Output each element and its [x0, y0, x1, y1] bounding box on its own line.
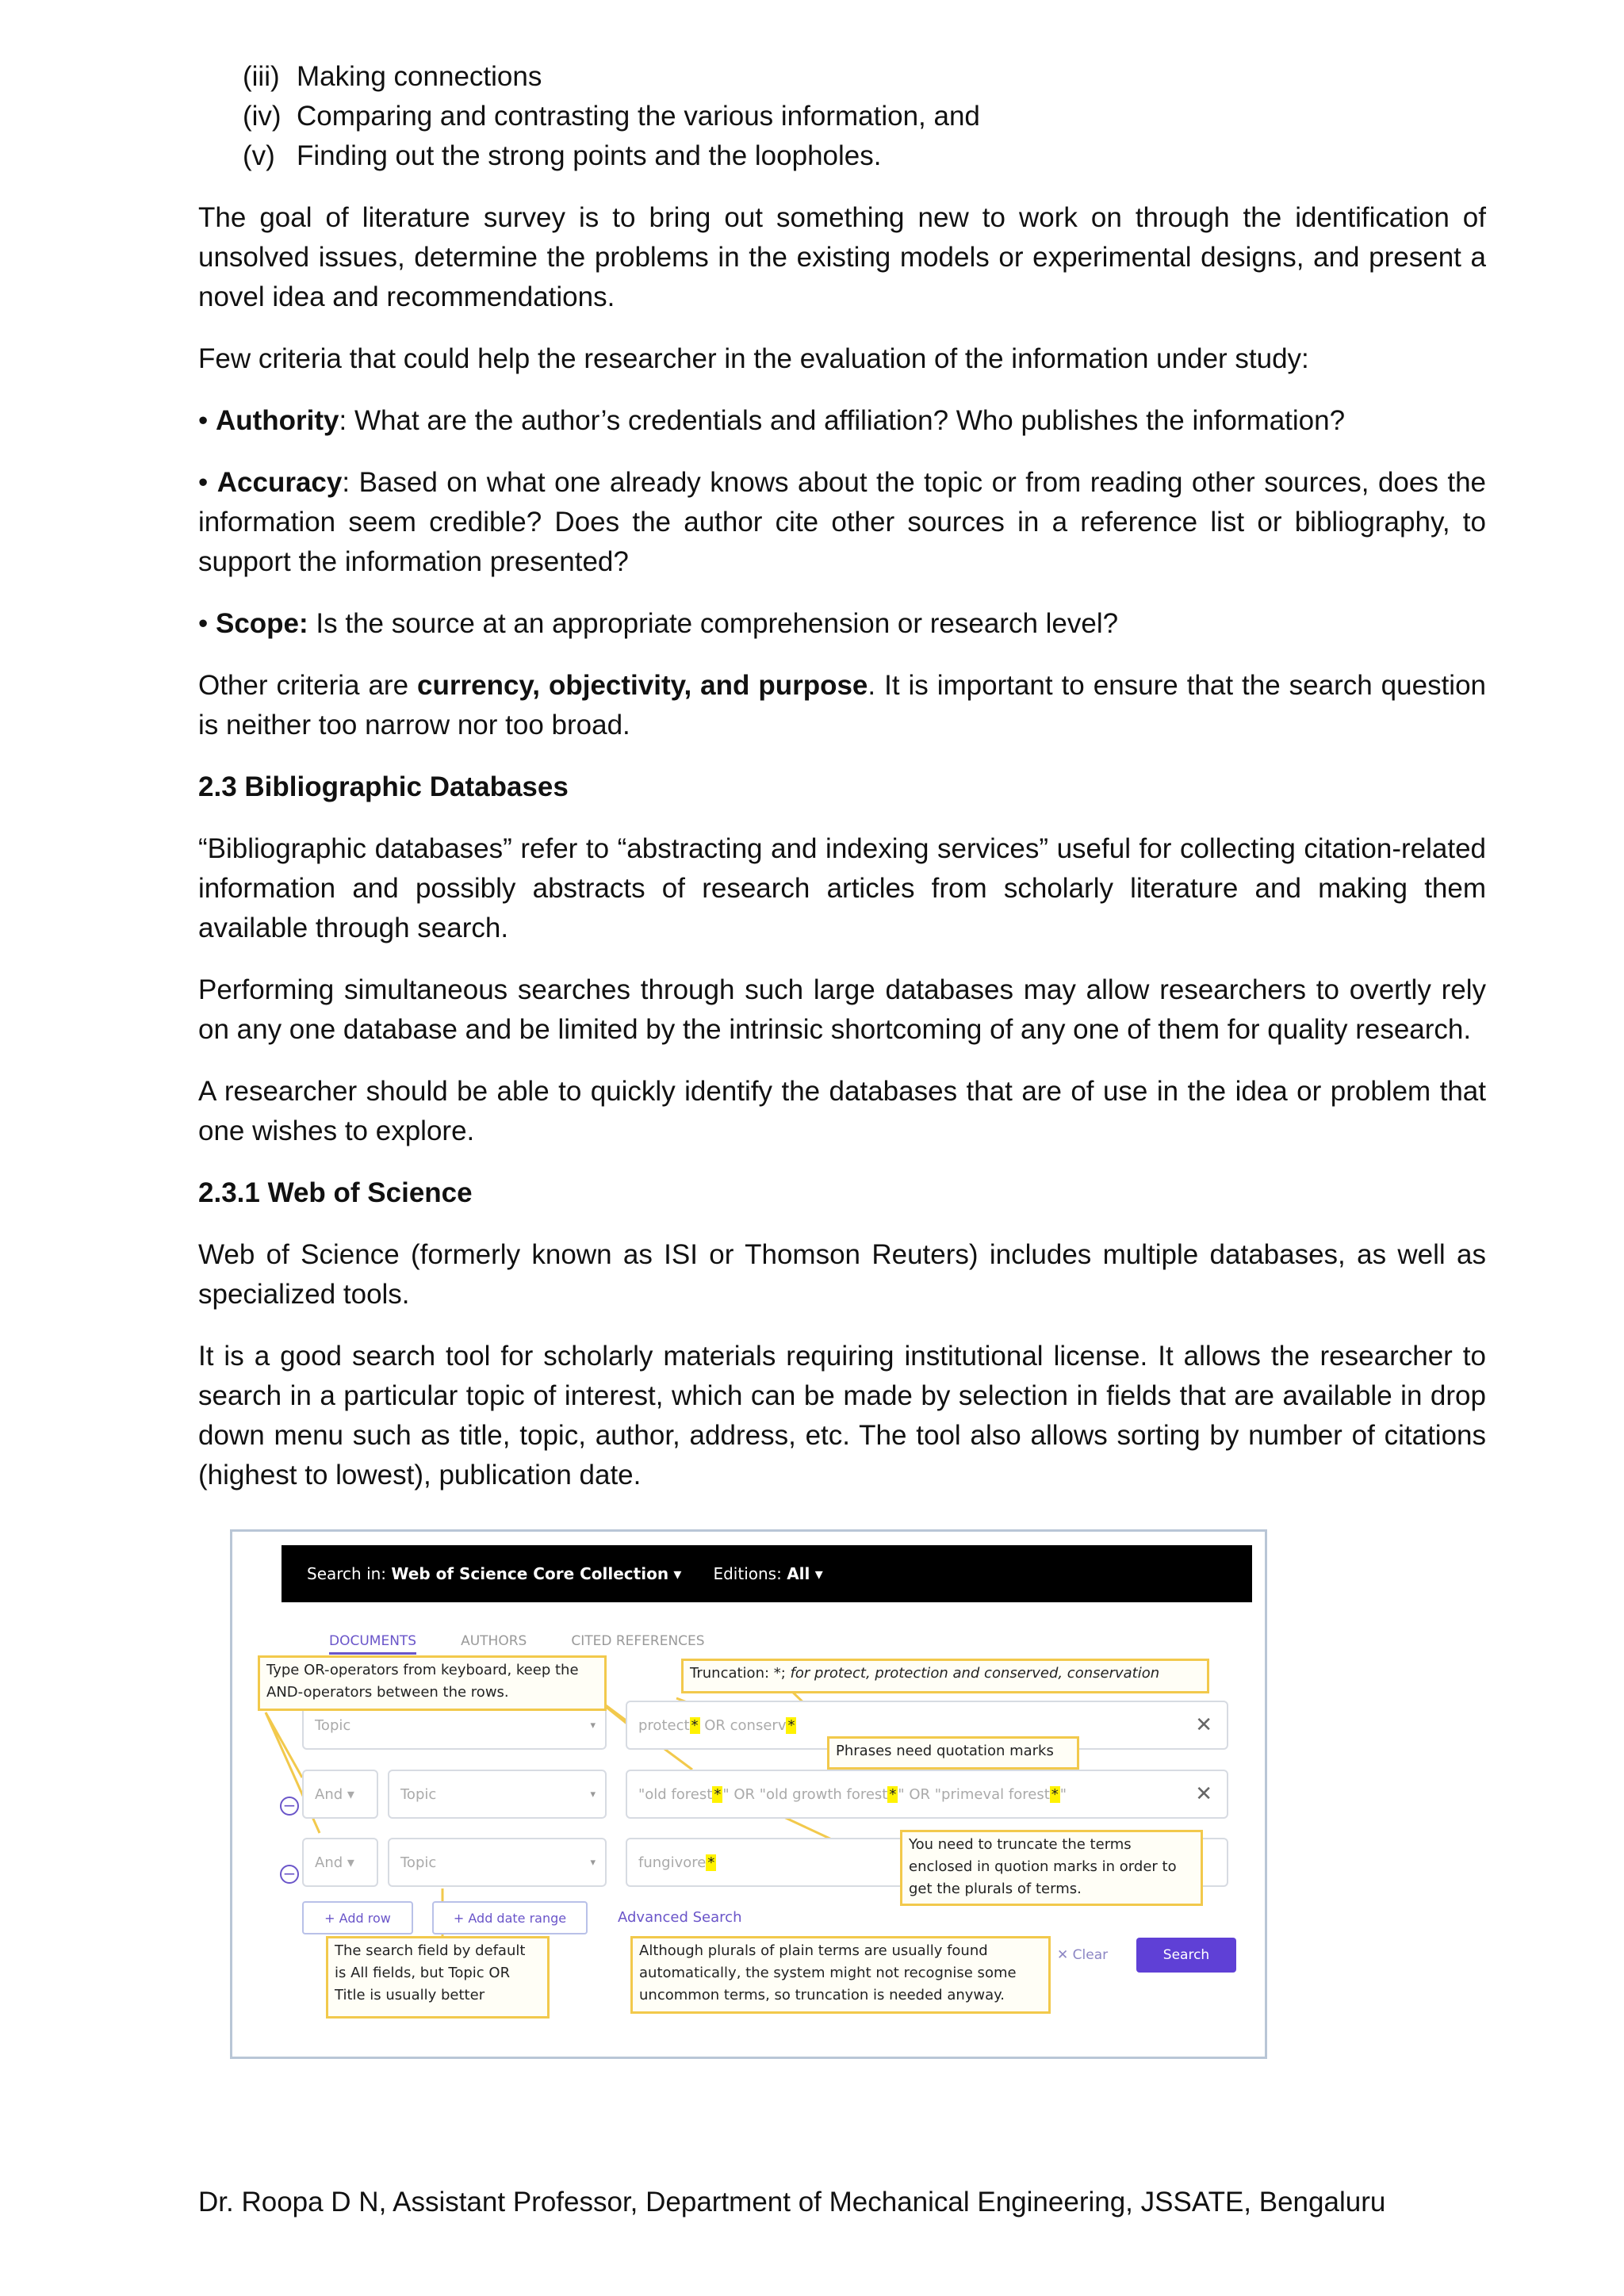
- bullet-label: Authority: [215, 405, 339, 436]
- bullet-symbol: •: [198, 608, 216, 639]
- paragraph-criteria-intro: Few criteria that could help the researcher in the evaluation of the information under study:: [198, 343, 1309, 374]
- paragraph-other-criteria: [198, 666, 1486, 745]
- chevron-down-icon: ▾: [590, 1788, 596, 1800]
- operator-select-row-2[interactable]: And ▾: [302, 1770, 378, 1819]
- callout-truncation: Truncation: *; for protect, protection and conserved, conservation: [681, 1659, 1209, 1693]
- chevron-down-icon: ▾: [590, 1719, 596, 1732]
- search-tabs: [329, 1633, 705, 1655]
- field-select-value: Topic: [400, 1785, 437, 1803]
- field-select-value: Topic: [400, 1854, 437, 1871]
- list-item: [198, 97, 1486, 136]
- list-number: (iv): [243, 101, 282, 132]
- query-text: fungivore *: [638, 1854, 715, 1871]
- bullet-text: : What are the author’s credentials and affiliation? Who publishes the information?: [339, 405, 1346, 436]
- bullet-text: Is the source at an appropriate comprehension or research level?: [308, 608, 1119, 639]
- callout-default-field: The search field by default is All fields, but Topic OR Title is usually better: [326, 1936, 550, 2019]
- list-text: Comparing and contrasting the various information, and: [297, 101, 980, 132]
- list-text: Making connections: [297, 61, 542, 92]
- list-number: (iii): [243, 61, 280, 92]
- field-select-value: Topic: [315, 1716, 351, 1734]
- search-scope-bar: [282, 1545, 1252, 1602]
- paragraph-wos-1: Web of Science (formerly known as ISI or Thomson Reuters) includes multiple databases, as well as specialized tools.: [198, 1239, 1486, 1310]
- callout-plurals: Although plurals of plain terms are usually found automatically, the system might not recognise some uncommon terms, so truncation is needed anyway.: [630, 1936, 1051, 2014]
- field-select-row-2[interactable]: [388, 1770, 607, 1819]
- chevron-down-icon: ▾: [590, 1856, 596, 1869]
- field-select-row-3[interactable]: [388, 1838, 607, 1887]
- query-input-row-2[interactable]: [626, 1770, 1228, 1819]
- paragraph-wos-2: It is a good search tool for scholarly materials requiring institutional license. It allows the researcher to search in a particular topic of interest, which can be made by selection in fields that are available in drop down menu such as title, topic, author, address, etc. The tool also allows sorting by number of citations (highest to lowest), publication date.: [198, 1341, 1486, 1490]
- close-icon[interactable]: ✕: [1195, 1713, 1212, 1737]
- editions[interactable]: Editions: All ▾: [713, 1564, 823, 1583]
- search-in[interactable]: Search in: Web of Science Core Collection ▾: [307, 1564, 682, 1583]
- paragraph-simultaneous: Performing simultaneous searches through such large databases may allow researchers to overtly rely on any one database and be limited by the intrinsic shortcoming of any one of them for quality research.: [198, 974, 1486, 1045]
- add-row-button[interactable]: + Add row: [302, 1901, 413, 1934]
- section-heading: [198, 767, 1486, 807]
- remove-row-icon[interactable]: −: [280, 1865, 299, 1884]
- operator-value: And: [315, 1785, 343, 1803]
- callout-or-operators: Type OR-operators from keyboard, keep the AND-operators between the rows.: [258, 1655, 607, 1711]
- advanced-search-link[interactable]: Advanced Search: [618, 1909, 742, 1926]
- editions-dropdown[interactable]: All: [787, 1564, 810, 1583]
- operator-value: And: [315, 1854, 343, 1871]
- subsection-heading: [198, 1173, 1486, 1213]
- bold-span: currency, objectivity, and purpose: [417, 670, 868, 701]
- wos-search-figure: [230, 1529, 1267, 2059]
- bullet-authority: [198, 401, 1486, 441]
- search-in-label: Search in:: [307, 1564, 392, 1583]
- query-text: "old forest * " OR "old growth forest * " OR "primeval forest * ": [638, 1785, 1067, 1803]
- list-text: Finding out the strong points and the loopholes.: [297, 140, 882, 171]
- operator-select-row-3[interactable]: And ▾: [302, 1838, 378, 1887]
- tab-authors[interactable]: AUTHORS: [461, 1633, 527, 1649]
- tab-cited-references[interactable]: CITED REFERENCES: [571, 1633, 705, 1649]
- collection-dropdown[interactable]: Web of Science Core Collection: [391, 1564, 669, 1583]
- callout-truncate-quotes: You need to truncate the terms enclosed in quotion marks in order to get the plurals of terms.: [900, 1830, 1203, 1906]
- list-number: (v): [243, 140, 275, 171]
- remove-row-icon[interactable]: −: [280, 1797, 299, 1816]
- heading-text: 2.3.1 Web of Science: [198, 1177, 473, 1208]
- page-footer: Dr. Roopa D N, Assistant Professor, Department of Mechanical Engineering, JSSATE, Bengaluru: [198, 2187, 1386, 2218]
- clear-button[interactable]: ✕ Clear: [1057, 1947, 1109, 1963]
- bullet-scope: [198, 604, 1486, 644]
- search-button[interactable]: Search: [1136, 1938, 1236, 1973]
- list-item: [198, 136, 1486, 176]
- document-body: [198, 57, 1486, 1517]
- tab-documents[interactable]: DOCUMENTS: [329, 1633, 416, 1655]
- add-date-range-button[interactable]: + Add date range: [432, 1901, 588, 1934]
- bullet-label: Accuracy: [216, 467, 343, 498]
- text-span: . It is important to ensure that the search question is neither too narrow nor too broad.: [198, 670, 1486, 740]
- bullet-label: Scope:: [215, 608, 308, 639]
- close-icon[interactable]: ✕: [1195, 1782, 1212, 1806]
- list-item: [198, 57, 1486, 97]
- bullet-accuracy: [198, 463, 1486, 582]
- callout-phrases: Phrases need quotation marks: [827, 1736, 1079, 1770]
- editions-label: Editions:: [713, 1564, 787, 1583]
- text-span: Other criteria are: [198, 670, 418, 701]
- paragraph-identify: A researcher should be able to quickly identify the databases that are of use in the idea or problem that one wishes to explore.: [198, 1076, 1486, 1146]
- query-text: protect * OR conserv *: [638, 1716, 795, 1734]
- heading-text: 2.3 Bibliographic Databases: [198, 771, 569, 802]
- paragraph-goal: The goal of literature survey is to bring out something new to work on through the identification of unsolved issues, determine the problems in the existing models or experimental designs, and present a novel idea and recommendations.: [198, 202, 1486, 312]
- bullet-symbol: •: [198, 405, 216, 436]
- numbered-list: [198, 57, 1486, 176]
- bullet-symbol: •: [198, 467, 217, 498]
- bullet-text: : Based on what one already knows about the topic or from reading other sources, does the information seem credible? Does the author cite other sources in a reference list or bibliography, to support the information presented?: [198, 467, 1486, 577]
- paragraph-biblio: “Bibliographic databases” refer to “abstracting and indexing services” useful for collecting citation-related information and possibly abstracts of research articles from scholarly literature and making them available through search.: [198, 833, 1486, 943]
